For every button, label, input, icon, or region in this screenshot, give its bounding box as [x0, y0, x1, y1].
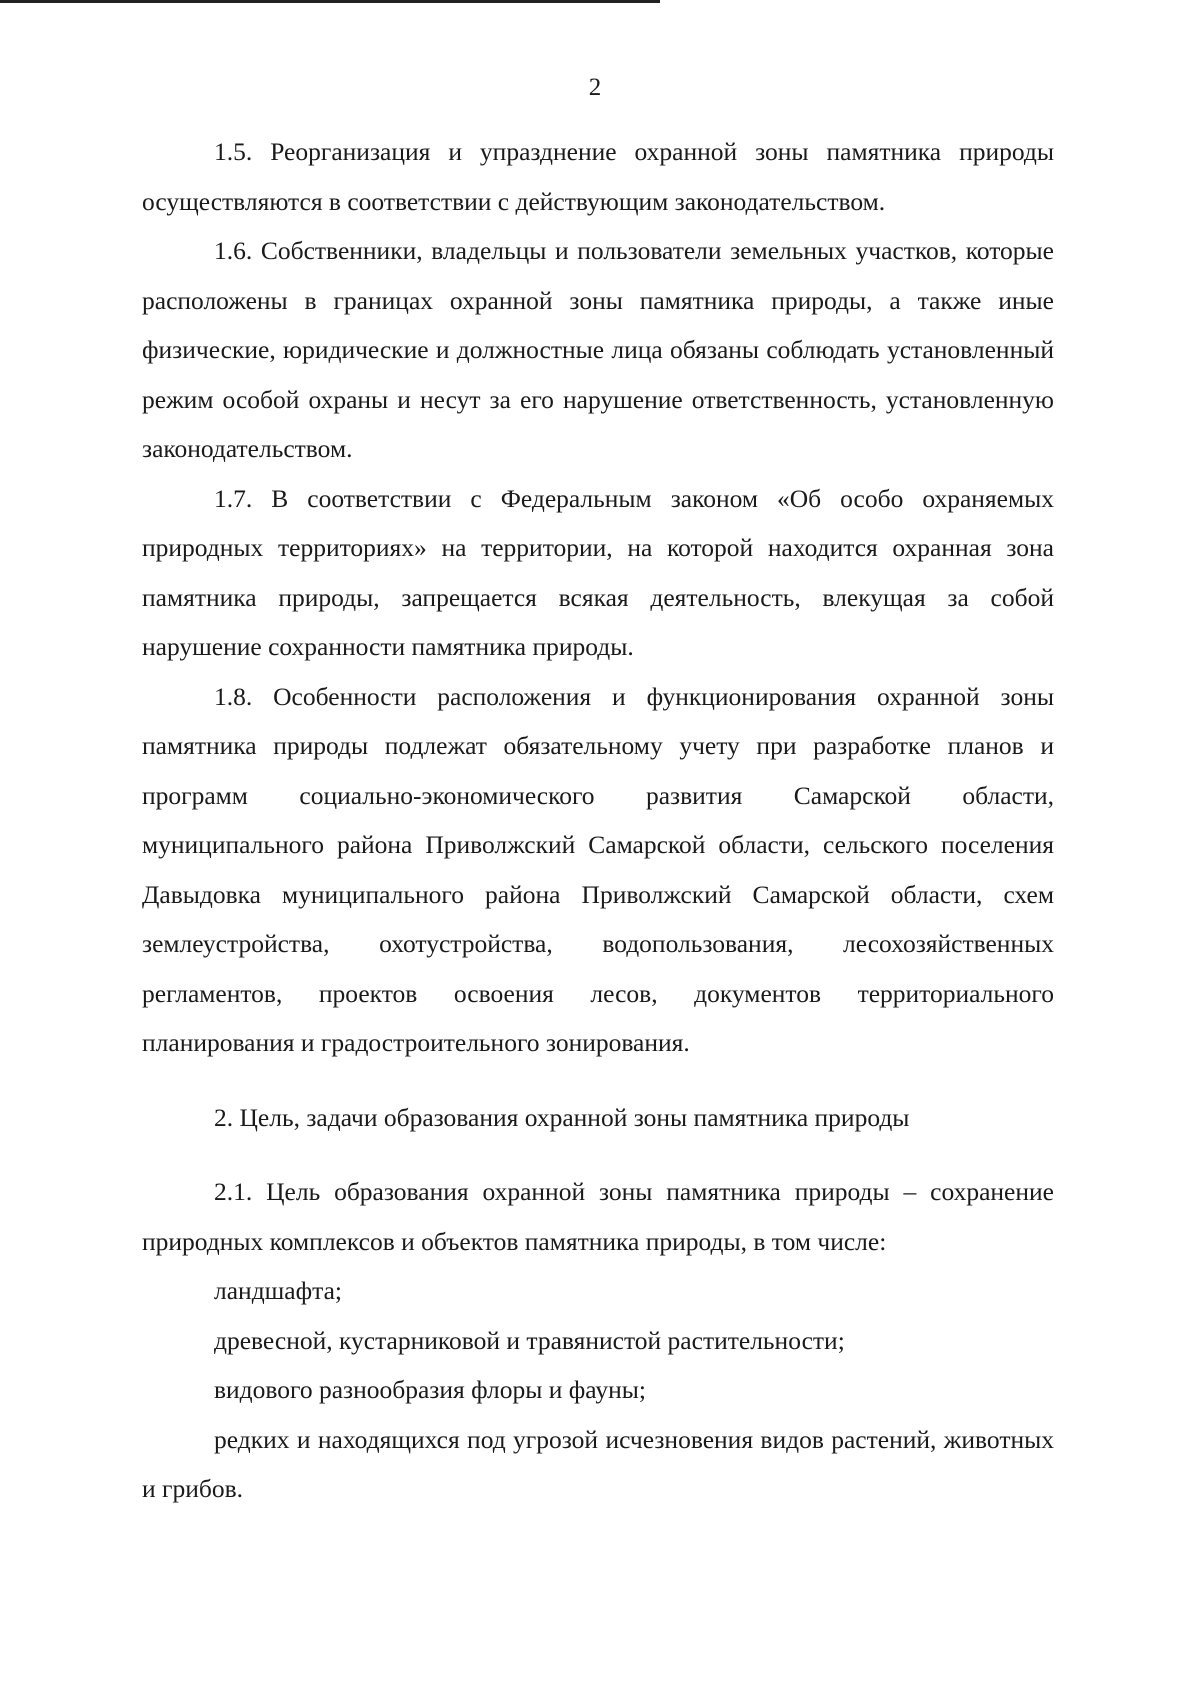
paragraph-1-8: 1.8. Особенности расположения и функционирования охранной зоны памятника природы подлежат обязательному учету при разработке планов и программ социально-экономического развития Самарской области, муниципального района Приволжский Самарской области, сельского поселения Давыдовка муниципального района Приволжский Самарской области, схем землеустройства, охотустройства, водопользования, лесохозяйственных регламентов, проектов освоения лесов, документов территориального планирования и градостроительного зонирования. [142, 681, 1054, 1057]
list-item: древесной, кустарниковой и травянистой растительности; [214, 1325, 845, 1355]
paragraph-1-7: 1.7. В соответствии с Федеральным законом «Об особо охраняемых природных территориях» на территории, на которой находится охранная зона памятника природы, запрещается всякая деятельность, влекущая за собой нарушение сохранности памятника природы. [142, 483, 1054, 661]
paragraph-1-6: 1.6. Собственники, владельцы и пользователи земельных участков, которые расположены в границах охранной зоны памятника природы, а также иные физические, юридические и должностные лица обязаны соблюдать установленный режим особой охраны и несут за его нарушение ответственность, установленную законодательством. [142, 236, 1054, 463]
section-heading: 2. Цель, задачи образования охранной зоны памятника природы [214, 1102, 910, 1132]
list-item: ландшафта; [214, 1276, 342, 1305]
top-rule [0, 0, 660, 3]
paragraph-2-1: 2.1. Цель образования охранной зоны памятника природы – сохранение природных комплексов и объектов памятника природы, в том числе: [142, 1177, 1054, 1256]
list-item: редких и находящихся под угрозой исчезновения видов растений, животных и грибов. [142, 1424, 1054, 1503]
document-body [142, 127, 1054, 1514]
list-item: видового разнообразия флоры и фауны; [214, 1375, 646, 1404]
paragraph-1-5: 1.5. Реорганизация и упразднение охранной зоны памятника природы осуществляются в соответствии с действующим законодательством. [142, 137, 1054, 216]
page-number: 2 [588, 74, 602, 101]
